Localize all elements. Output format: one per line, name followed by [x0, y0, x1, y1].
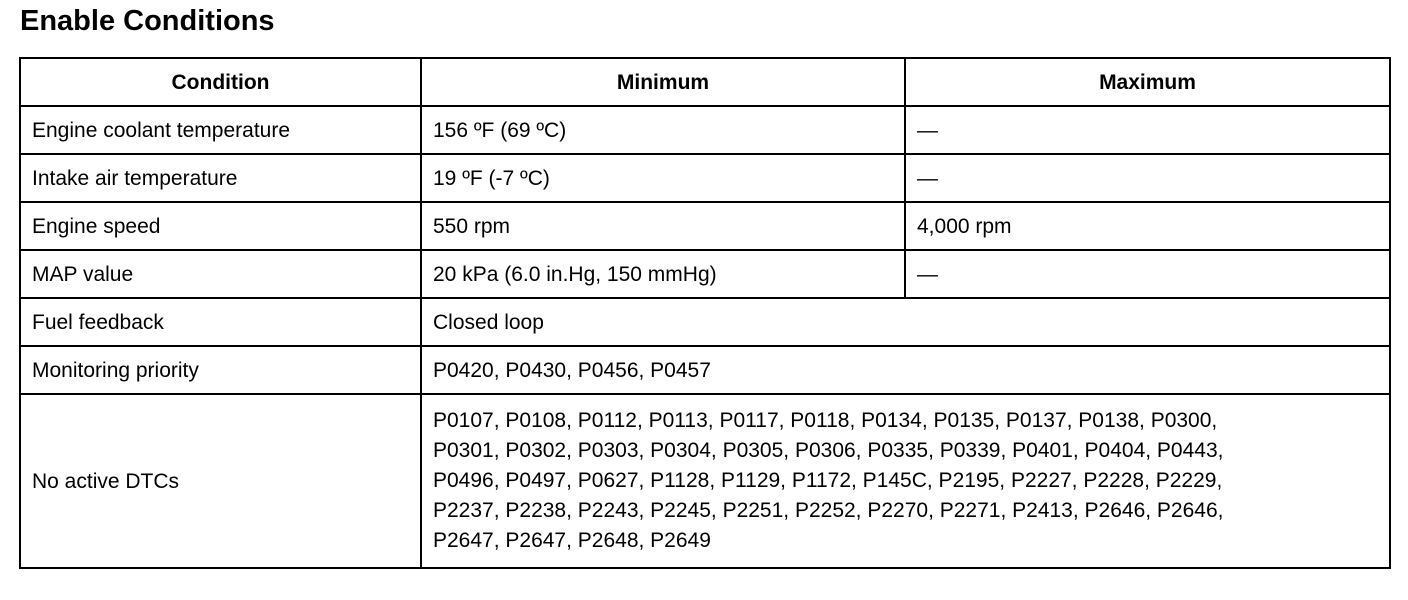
condition-cell: Engine coolant temperature — [20, 106, 421, 154]
condition-cell: No active DTCs — [20, 394, 421, 568]
table-row — [20, 250, 1390, 298]
dtc-list-cell — [421, 394, 1390, 568]
maximum-cell: — — [905, 154, 1390, 202]
maximum-cell: — — [905, 250, 1390, 298]
value-cell: P0420, P0430, P0456, P0457 — [421, 346, 1390, 394]
minimum-cell: 156 ºF (69 ºC) — [421, 106, 905, 154]
maximum-cell: — — [905, 106, 1390, 154]
minimum-cell: 550 rpm — [421, 202, 905, 250]
column-header-maximum: Maximum — [905, 58, 1390, 106]
dtc-list-line: P0301, P0302, P0303, P0304, P0305, P0306, P0335, P0339, P0401, P0404, P0443, — [433, 439, 1224, 462]
table-row — [20, 106, 1390, 154]
enable-conditions-table — [19, 57, 1391, 569]
table-row — [20, 394, 1390, 568]
table-row — [20, 298, 1390, 346]
condition-cell: Monitoring priority — [20, 346, 421, 394]
table-row — [20, 346, 1390, 394]
table-header-row — [20, 58, 1390, 106]
minimum-cell: 20 kPa (6.0 in.Hg, 150 mmHg) — [421, 250, 905, 298]
dtc-list-line: P0107, P0108, P0112, P0113, P0117, P0118, P0134, P0135, P0137, P0138, P0300, — [433, 409, 1218, 432]
column-header-condition: Condition — [20, 58, 421, 106]
page-title: Enable Conditions — [20, 5, 275, 37]
maximum-cell: 4,000 rpm — [905, 202, 1390, 250]
value-cell: Closed loop — [421, 298, 1390, 346]
table-row — [20, 154, 1390, 202]
dtc-list-line: P0496, P0497, P0627, P1128, P1129, P1172, P145C, P2195, P2227, P2228, P2229, — [433, 469, 1223, 492]
dtc-list-line: P2647, P2647, P2648, P2649 — [433, 529, 711, 552]
minimum-cell: 19 ºF (-7 ºC) — [421, 154, 905, 202]
condition-cell: Engine speed — [20, 202, 421, 250]
condition-cell: Fuel feedback — [20, 298, 421, 346]
condition-cell: Intake air temperature — [20, 154, 421, 202]
column-header-minimum: Minimum — [421, 58, 905, 106]
dtc-list-line: P2237, P2238, P2243, P2245, P2251, P2252, P2270, P2271, P2413, P2646, P2646, — [433, 499, 1224, 522]
table-row — [20, 202, 1390, 250]
condition-cell: MAP value — [20, 250, 421, 298]
